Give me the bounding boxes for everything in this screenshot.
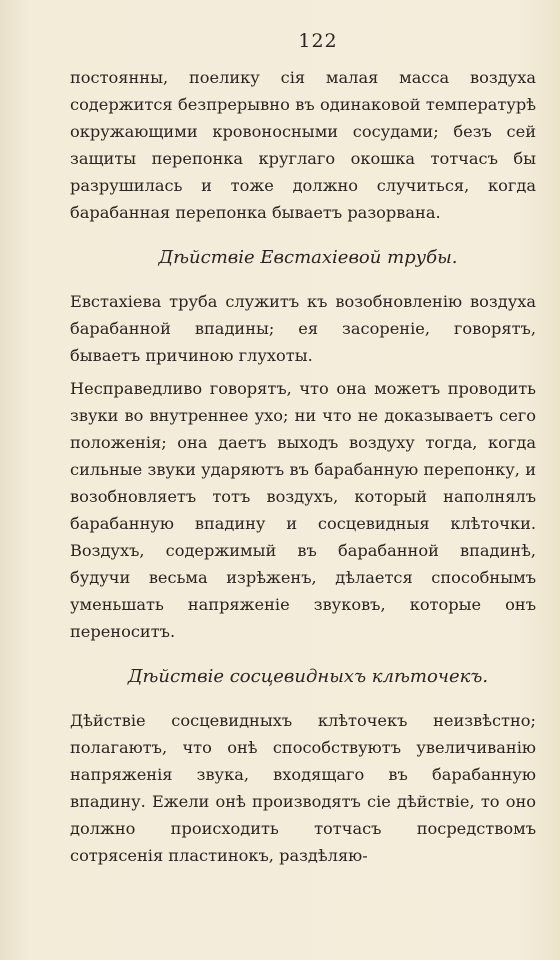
opening-paragraph: постоянны, поелику сія малая масса воздуха содержится безпрерывно въ одинаковой температурѣ окружающими кровоносными сосудами; безъ сей защиты перепонка круглаго окошка тотчасъ бы разрушилась и тоже должно случиться, когда барабанная перепонка бываетъ разорвана. xyxy=(70,68,536,222)
section-heading-mastoid-cells: Дѣйствіе сосцевидныхъ клѣточекъ. xyxy=(127,666,489,687)
paragraph-mastoid-1: Дѣйствіе сосцевидныхъ клѣточекъ неизвѣстно; полагаютъ, что онѣ способствуютъ увеличиванію напряженія звука, входящаго въ барабанную впадину. Ежели онѣ производятъ сіе дѣйствіе, то оно должно происходить тотчасъ посредствомъ сотрясенія пластинокъ, раздѣляю- xyxy=(70,711,536,865)
page-number: 122 xyxy=(298,30,338,52)
section-heading-eustachian-tube: Дѣйствіе Евстахіевой трубы. xyxy=(158,247,458,268)
paragraph-eustachian-2: Несправедливо говорятъ, что она можетъ проводить звуки во внутреннее ухо; ни что не доказываетъ сего положенія; она даетъ выходъ воздуху тогда, когда сильные звуки ударяютъ въ барабанную перепонку, и возобновляетъ тотъ воздухъ, который наполнялъ барабанную впадину и сосцевидныя клѣточки. Воздухъ, содержимый въ барабанной впадинѣ, будучи весьма изрѣженъ, дѣлается способнымъ уменьшать напряженіе звуковъ, которые онъ переноситъ. xyxy=(70,379,536,641)
paragraph-eustachian-1: Евстахіева труба служитъ къ возобновленію воздуха барабанной впадины; ея засореніе, говорятъ, бываетъ причиною глухоты. xyxy=(70,292,536,365)
